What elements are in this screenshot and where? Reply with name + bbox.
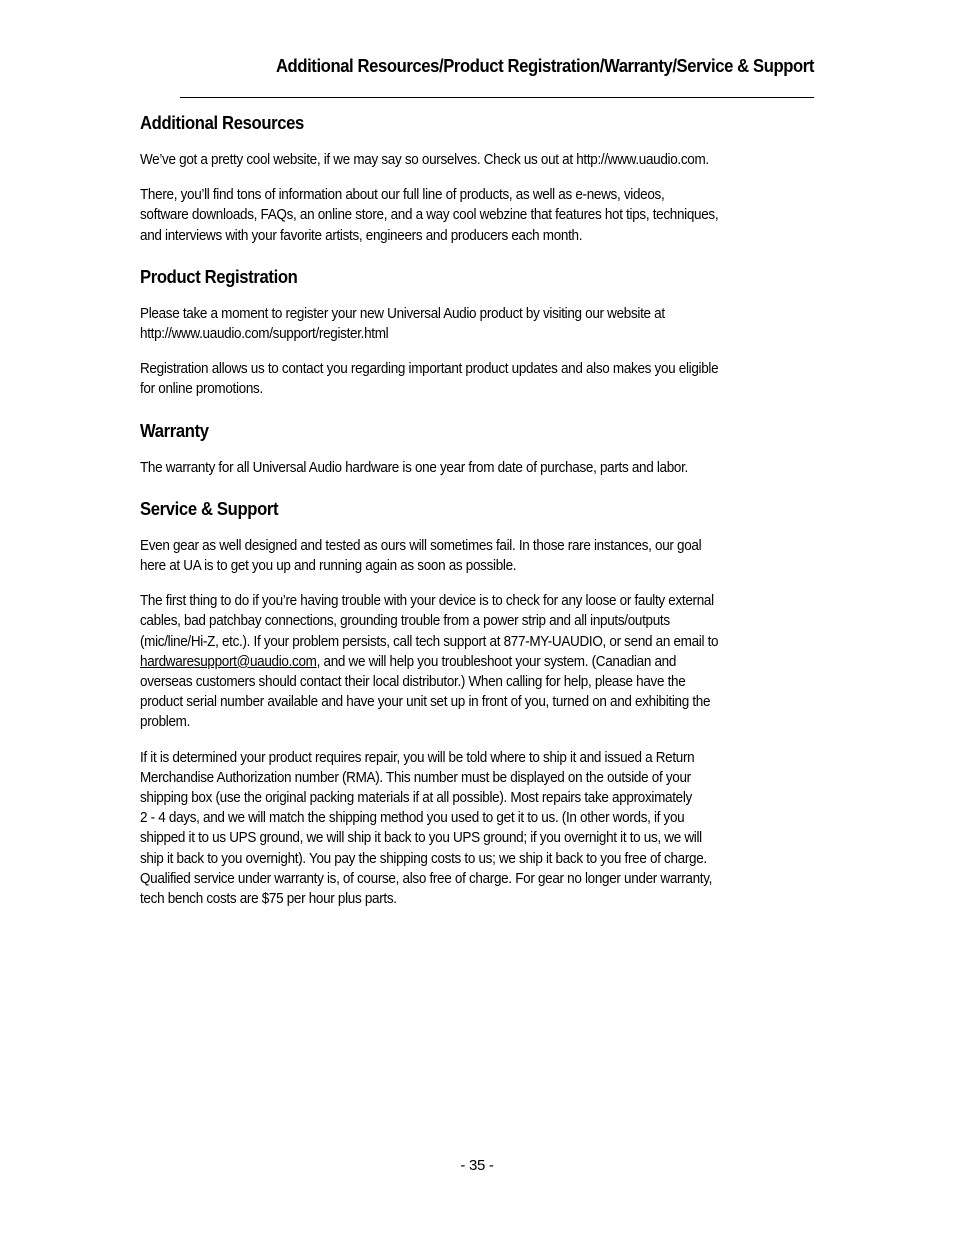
- text-line: Even gear as well designed and tested as ours will sometimes fail. In those rare instances, our goal: [140, 536, 702, 554]
- text-line: cables, bad patchbay connections, grounding trouble from a power strip and all inputs/outputs: [140, 612, 670, 630]
- additional-resources-paragraph-1: We’ve got a pretty cool website, if we may say so ourselves. Check us out at http://www.uaudio.com.: [140, 151, 709, 168]
- service-support-paragraph-2: [140, 591, 813, 732]
- text-line: problem.: [140, 713, 191, 731]
- text-line: here at UA is to get you up and running again as soon as possible.: [140, 557, 517, 575]
- text-line: The first thing to do if you’re having trouble with your device is to check for any loose or faulty external: [140, 592, 714, 610]
- text-line: Merchandise Authorization number (RMA). This number must be displayed on the outside of your: [140, 768, 691, 786]
- heading-service-support: Service & Support: [140, 497, 279, 519]
- heading-warranty: Warranty: [140, 419, 209, 441]
- heading-additional-resources: Additional Resources: [140, 112, 304, 133]
- text-line: Qualified service under warranty is, of course, also free of charge. For gear no longer under warranty,: [140, 869, 713, 887]
- warranty-paragraph: The warranty for all Universal Audio hardware is one year from date of purchase, parts and labor.: [140, 458, 689, 476]
- text-line: shipping box (use the original packing materials if at all possible). Most repairs take approximately: [140, 789, 692, 807]
- text-line: for online promotions.: [140, 380, 263, 398]
- service-support-paragraph-1: [140, 536, 813, 576]
- service-support-paragraph-3: [140, 748, 813, 910]
- product-registration-paragraph-2: [140, 359, 813, 399]
- text-line: There, you’ll find tons of information about our full line of products, as well as e-news, videos,: [140, 186, 665, 204]
- text-line: ship it back to you overnight). You pay the shipping costs to us; we ship it back to you free of charge.: [140, 849, 707, 867]
- text-line: overseas customers should contact their local distributor.) When calling for help, please have the: [140, 673, 686, 691]
- text-line: Registration allows us to contact you regarding important product updates and also makes you eligible: [140, 360, 719, 378]
- text-line: and interviews with your favorite artists, engineers and producers each month.: [140, 226, 583, 244]
- additional-resources-paragraph-2: [140, 185, 813, 246]
- page-header-title: Additional Resources/Product Registration/Warranty/Service & Support: [275, 55, 814, 76]
- text-line: If it is determined your product requires repair, you will be told where to ship it and issued a Return: [140, 748, 695, 766]
- support-email-link[interactable]: hardwaresupport@uaudio.com: [140, 652, 317, 670]
- text-line: product serial number available and have your unit set up in front of you, turned on and exhibiting the: [140, 693, 711, 711]
- text-line: (mic/line/Hi-Z, etc.). If your problem persists, call tech support at 877-MY-UAUDIO, or send an email to: [140, 632, 719, 650]
- text-line: tech bench costs are $75 per hour plus parts.: [140, 890, 397, 908]
- page-number: - 35 -: [460, 1157, 494, 1174]
- header-rule: [180, 97, 814, 98]
- text-line: 2 - 4 days, and we will match the shipping method you used to get it to us. (In other words, if you: [140, 809, 685, 827]
- heading-product-registration: Product Registration: [140, 265, 298, 287]
- page-content: [140, 111, 813, 924]
- product-registration-paragraph-1: [140, 304, 813, 344]
- text-line: software downloads, FAQs, an online store, and a way cool webzine that features hot tips, techniques,: [140, 206, 719, 224]
- register-url: http://www.uaudio.com/support/register.html: [140, 325, 389, 343]
- text-line: shipped it to us UPS ground, we will ship it back to you UPS ground; if you overnight it to us, we will: [140, 829, 702, 847]
- text-line: , and we will help you troubleshoot your system. (Canadian and: [316, 652, 677, 670]
- text-line: Please take a moment to register your new Universal Audio product by visiting our website at: [140, 304, 665, 322]
